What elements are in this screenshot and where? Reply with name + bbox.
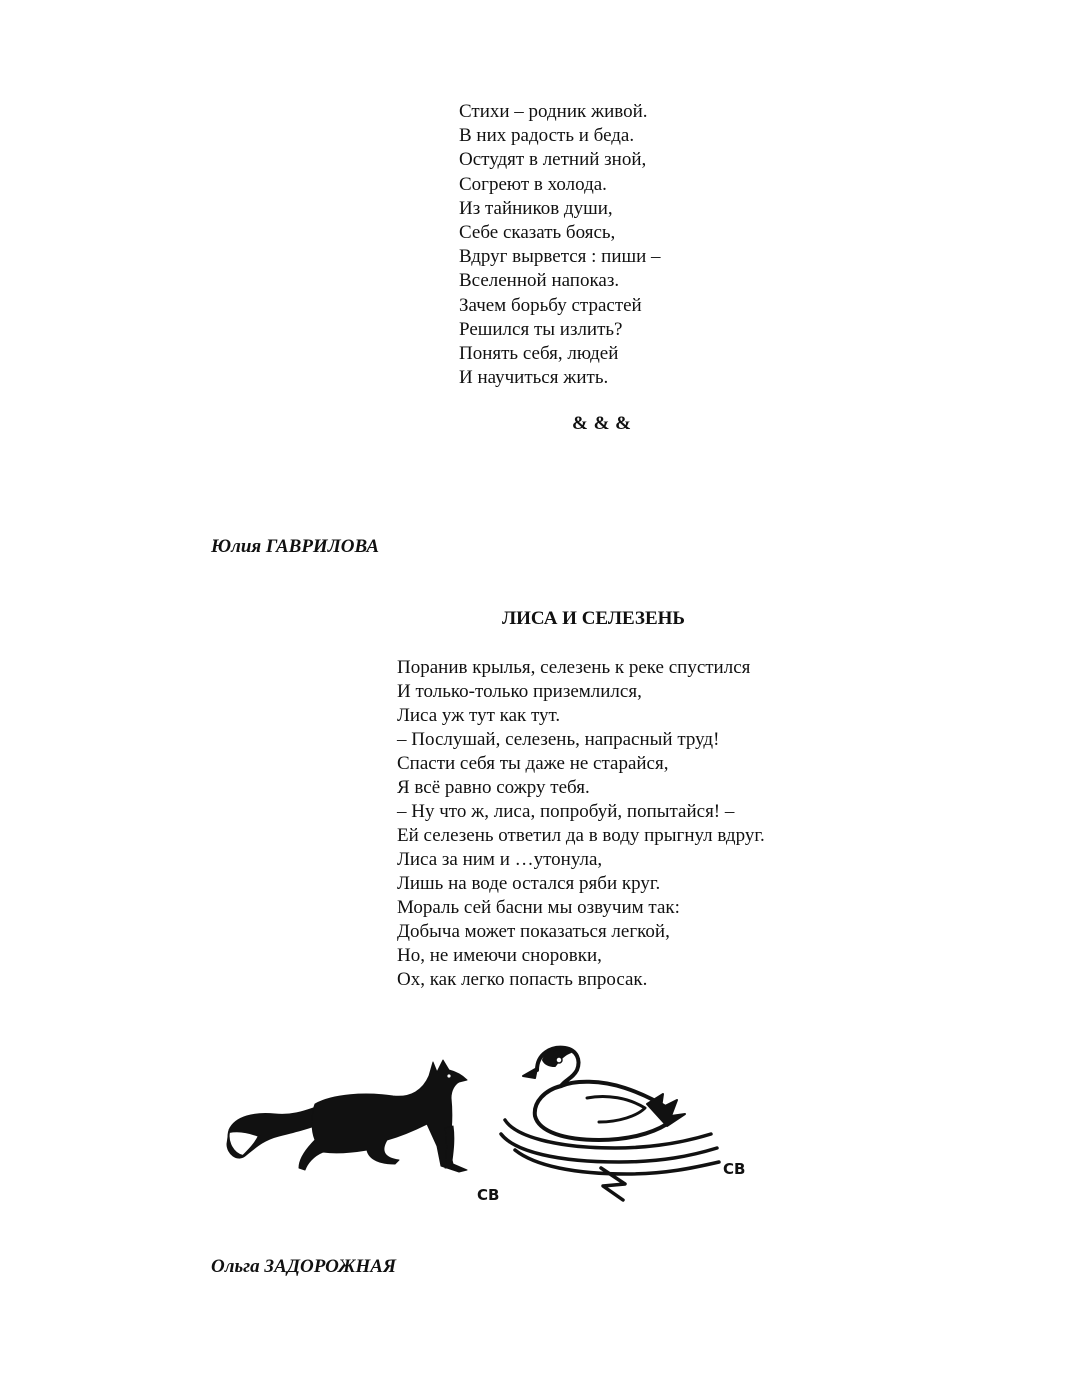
poem-line: Спасти себя ты даже не старайся, — [397, 753, 669, 774]
poem-line: Решился ты излить? — [459, 318, 623, 340]
poem-line: Лишь на воде остался ряби круг. — [397, 873, 661, 894]
poem-title: ЛИСА И СЕЛЕЗЕНЬ — [502, 608, 685, 629]
poem-line: Я всё равно сожру тебя. — [397, 777, 590, 798]
poem-verse-2 — [397, 656, 765, 992]
next-author-name: Ольга ЗАДОРОЖНАЯ — [211, 1256, 397, 1277]
poem-line: Согреют в холода. — [459, 173, 607, 195]
fox-monogram — [477, 1186, 499, 1204]
poem-line: Поранив крылья, селезень к реке спустился — [397, 657, 751, 678]
poem-line: Остудят в летний зной, — [459, 149, 647, 171]
svg-text:СВ: СВ — [723, 1160, 746, 1178]
section-separator: & & & — [572, 413, 632, 434]
poem-line: Лиса за ним и …утонула, — [397, 849, 603, 870]
duck-drawing — [501, 1048, 719, 1200]
poem-line: Ей селезень ответил да в воду прыгнул вдруг. — [397, 825, 765, 846]
author-name: Юлия ГАВРИЛОВА — [211, 536, 380, 557]
poem-line: Вселенной напоказ. — [459, 270, 620, 292]
poem-line: В них радость и беда. — [459, 125, 635, 147]
poem-line: Стихи – родник живой. — [459, 101, 648, 122]
poem-line: Из тайников души, — [459, 197, 613, 219]
fox-drawing — [227, 1060, 467, 1172]
poem-line: Ох, как легко попасть впросак. — [397, 969, 648, 990]
duck-monogram — [723, 1160, 745, 1178]
poem-line: И научиться жить. — [459, 367, 609, 389]
poem-line: Вдруг вырвется : пиши – — [459, 246, 661, 268]
poem-line: Мораль сей басни мы озвучим так: — [397, 897, 680, 918]
poem-line: Добыча может показаться легкой, — [397, 921, 670, 942]
poem-line: – Послушай, селезень, напрасный труд! — [397, 729, 720, 750]
poem-line: Лиса уж тут как тут. — [397, 705, 561, 726]
poem-line: Зачем борьбу страстей — [459, 294, 642, 316]
poem-line: И только-только приземлился, — [397, 681, 642, 702]
svg-text:СВ: СВ — [477, 1186, 500, 1204]
fox-and-drake-illustration — [215, 1018, 755, 1218]
poem-line: Но, не имеючи сноровки, — [397, 945, 602, 966]
poem-line: Понять себя, людей — [459, 343, 619, 365]
poem-verse-1 — [459, 100, 661, 390]
poem-line: Себе сказать боясь, — [459, 222, 616, 244]
poem-line: – Ну что ж, лиса, попробуй, попытайся! – — [397, 801, 735, 822]
